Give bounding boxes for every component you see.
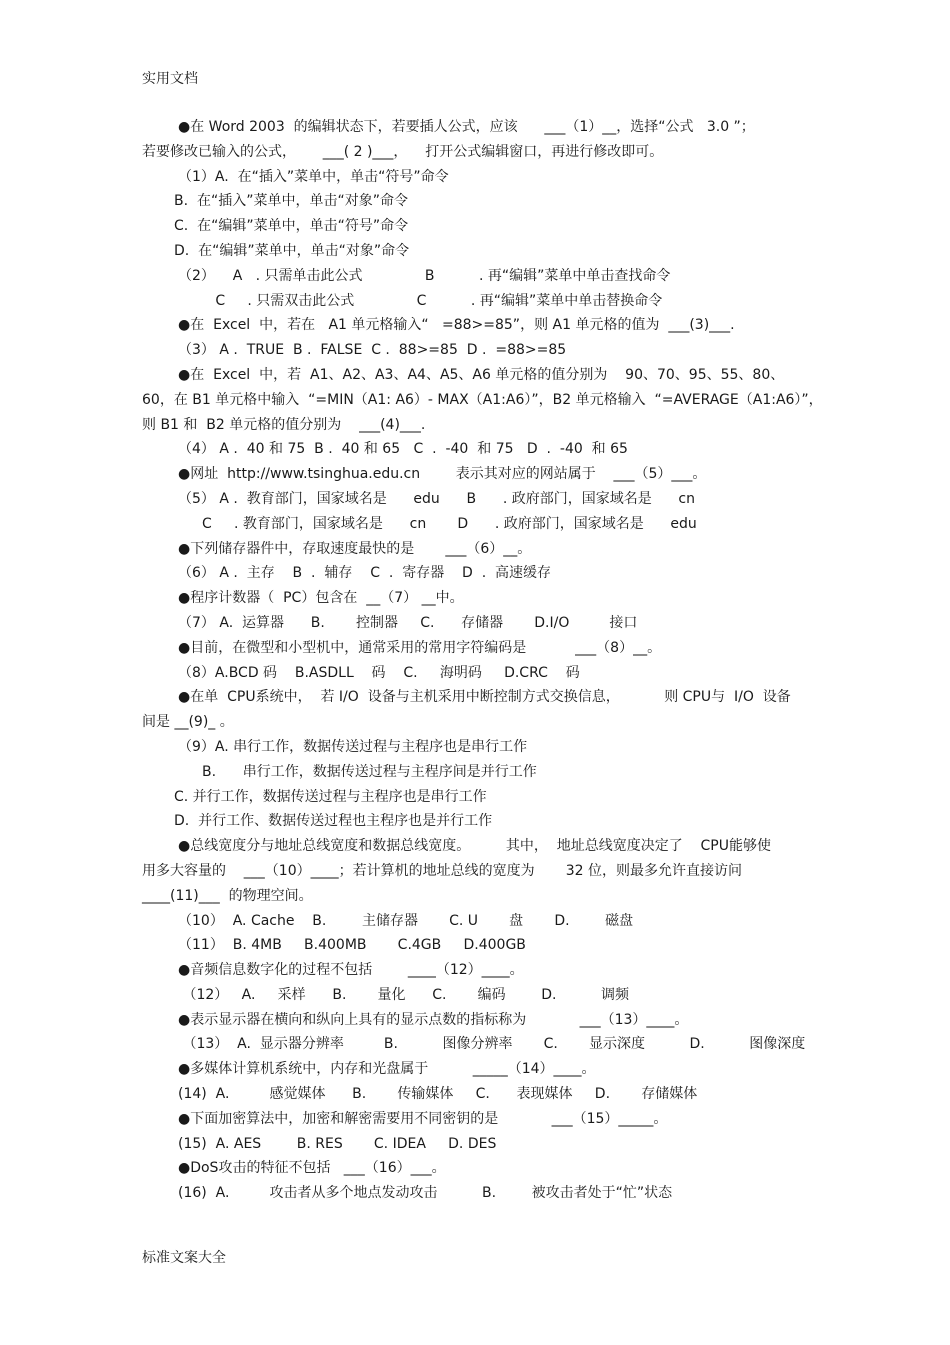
text-line-q14-opts: (14) A. 感觉媒体 B. 传输媒体 C. 表现媒体 D. 存储媒体 [178, 1086, 698, 1103]
text-line-q4-opts: （4） A . 40 和 75 B . 40 和 65 C . -40 和 75 D . -40 和 65 [178, 441, 628, 458]
page-footer: 标准文案大全 [142, 1250, 226, 1266]
text-line-q8-stem: ●目前，在微型和小型机中，通常采用的常用字符编码是 ___（8）__。 [178, 639, 662, 656]
text-line-q6-stem: ●下列储存器件中，存取速度最快的是 ___（6）__。 [178, 540, 532, 557]
text-line-q10-opts: （10） A. Cache B. 主储存器 C. U 盘 D. 磁盘 [178, 912, 634, 929]
text-line-q1-opt-d: D. 在“编辑”菜单中，单击“对象”命令 [174, 242, 410, 259]
text-line-q16-opts: (16) A. 攻击者从多个地点发动攻击 B. 被攻击者处于“忙”状态 [178, 1185, 673, 1202]
text-line-q1-opt-c: C. 在“编辑”菜单中，单击“符号”命令 [174, 218, 409, 235]
text-line-q9-opt-b: B. 串行工作，数据传送过程与主程序间是并行工作 [202, 763, 537, 780]
text-line-q1-stem-1: ●在 Word 2003 的编辑状态下，若要插人公式，应该 ___（1）__，选择“公式 3.0 ”； [178, 119, 755, 135]
text-line-q10-stem-3: ____(11)___ 的物理空间。 [142, 887, 313, 904]
text-line-q11-opts: （11） B. 4MB B.400MB C.4GB D.400GB [178, 937, 526, 954]
text-line-q1-stem-2: 若要修改已输入的公式， ___( 2 )___， 打开公式编辑窗口，再进行修改即可。 [142, 143, 664, 160]
text-line-q9-opt-d: D. 并行工作、数据传送过程也主程序也是并行工作 [174, 813, 493, 830]
text-line-q13-opts: （13） A. 显示器分辨率 B. 图像分辨率 C. 显示深度 D. 图像深度 [178, 1036, 806, 1053]
text-line-q1-opt-b: B. 在“插入”菜单中，单击“对象”命令 [174, 193, 408, 210]
text-line-q4-stem-2: 60，在 B1 单元格中输入 “=MIN（A1: A6）- MAX（A1:A6）”，B2 单元格输入 “=AVERAGE（A1:A6）”， [142, 391, 823, 408]
text-line-q6-opts: （6） A . 主存 B . 辅存 C . 寄存器 D . 高速缓存 [178, 565, 552, 582]
text-line-q12-stem: ●音频信息数字化的过程不包括 ____（12）____。 [178, 962, 524, 979]
text-line-q8-opts: （8）A.BCD 码 B.ASDLL 码 C. 海明码 D.CRC 码 [178, 664, 580, 681]
text-line-q9-opt-c: C. 并行工作，数据传送过程与主程序也是串行工作 [174, 788, 487, 805]
text-line-q15-opts: (15) A. AES B. RES C. IDEA D. DES [178, 1135, 497, 1152]
text-line-q5-opt-cd: C . 教育部门，国家域名是 cn D . 政府部门，国家域名是 edu [202, 515, 697, 532]
text-line-q5-stem: ●网址 http://www.tsinghua.edu.cn 表示其对应的网站属于 ___（5）___。 [178, 466, 707, 483]
text-line-q10-stem-1: ●总线宽度分与地址总线宽度和数据总线宽度。 其中， 地址总线宽度决定了 CPU能够使 [178, 838, 771, 855]
text-line-q5-opt-ab: （5） A . 教育部门，国家域名是 edu B . 政府部门，国家域名是 cn [178, 490, 695, 507]
document-body [142, 115, 823, 1206]
text-line-q14-stem: ●多媒体计算机系统中，内存和光盘属于 _____（14）____。 [178, 1061, 596, 1078]
text-line-q2-opt-ab: （2） A . 只需单击此公式 B . 再“编辑”菜单中单击查找命令 [178, 267, 671, 284]
text-line-q9-opt-a: （9）A. 串行工作，数据传送过程与主程序也是串行工作 [178, 738, 528, 755]
text-line-q3-opts: （3） A . TRUE B . FALSE C . 88>=85 D . =88>=85 [178, 342, 567, 359]
text-line-q9-stem-2: 间是 __(9)_ 。 [142, 714, 234, 731]
page-header: 实用文档 [142, 71, 198, 87]
text-line-q16-stem: ●DoS攻击的特征不包括 ___（16）___。 [178, 1160, 446, 1177]
text-line-q4-stem-1: ●在 Excel 中，若 A1、A2、A3、A4、A5、A6 单元格的值分别为 90、70、95、55、80、 [178, 366, 785, 383]
text-line-q4-stem-3: 则 B1 和 B2 单元格的值分别为 ___(4)___. [142, 416, 426, 433]
text-line-q2-opt-cd: C . 只需双击此公式 C . 再“编辑”菜单中单击替换命令 [202, 292, 663, 309]
text-line-q10-stem-2: 用多大容量的 ___（10）____；若计算机的地址总线的宽度为 32 位，则最多允许直接访问 [142, 862, 743, 879]
text-line-q7-stem: ●程序计数器（ PC）包含在 __（7） __中。 [178, 590, 464, 607]
text-line-q15-stem: ●下面加密算法中，加密和解密需要用不同密钥的是 ___（15）_____。 [178, 1110, 668, 1127]
text-line-q9-stem-1: ●在单 CPU系统中， 若 I/O 设备与主机采用中断控制方式交换信息， 则 CPU与 I/O 设备 [178, 689, 791, 706]
text-line-q7-opts: （7） A. 运算器 B. 控制器 C. 存储器 D.I/O 接口 [178, 614, 638, 631]
text-line-q13-stem: ●表示显示器在横向和纵向上具有的显示点数的指标称为 ___（13）____。 [178, 1011, 689, 1028]
text-line-q1-opt-a: （1）A. 在“插入”菜单中，单击“符号”命令 [178, 168, 449, 185]
text-line-q3-stem: ●在 Excel 中，若在 A1 单元格输入“ =88>=85”，则 A1 单元格的值为 ___(3)___. [178, 317, 735, 334]
text-line-q12-opts: （12） A. 采样 B. 量化 C. 编码 D. 调频 [178, 986, 629, 1003]
